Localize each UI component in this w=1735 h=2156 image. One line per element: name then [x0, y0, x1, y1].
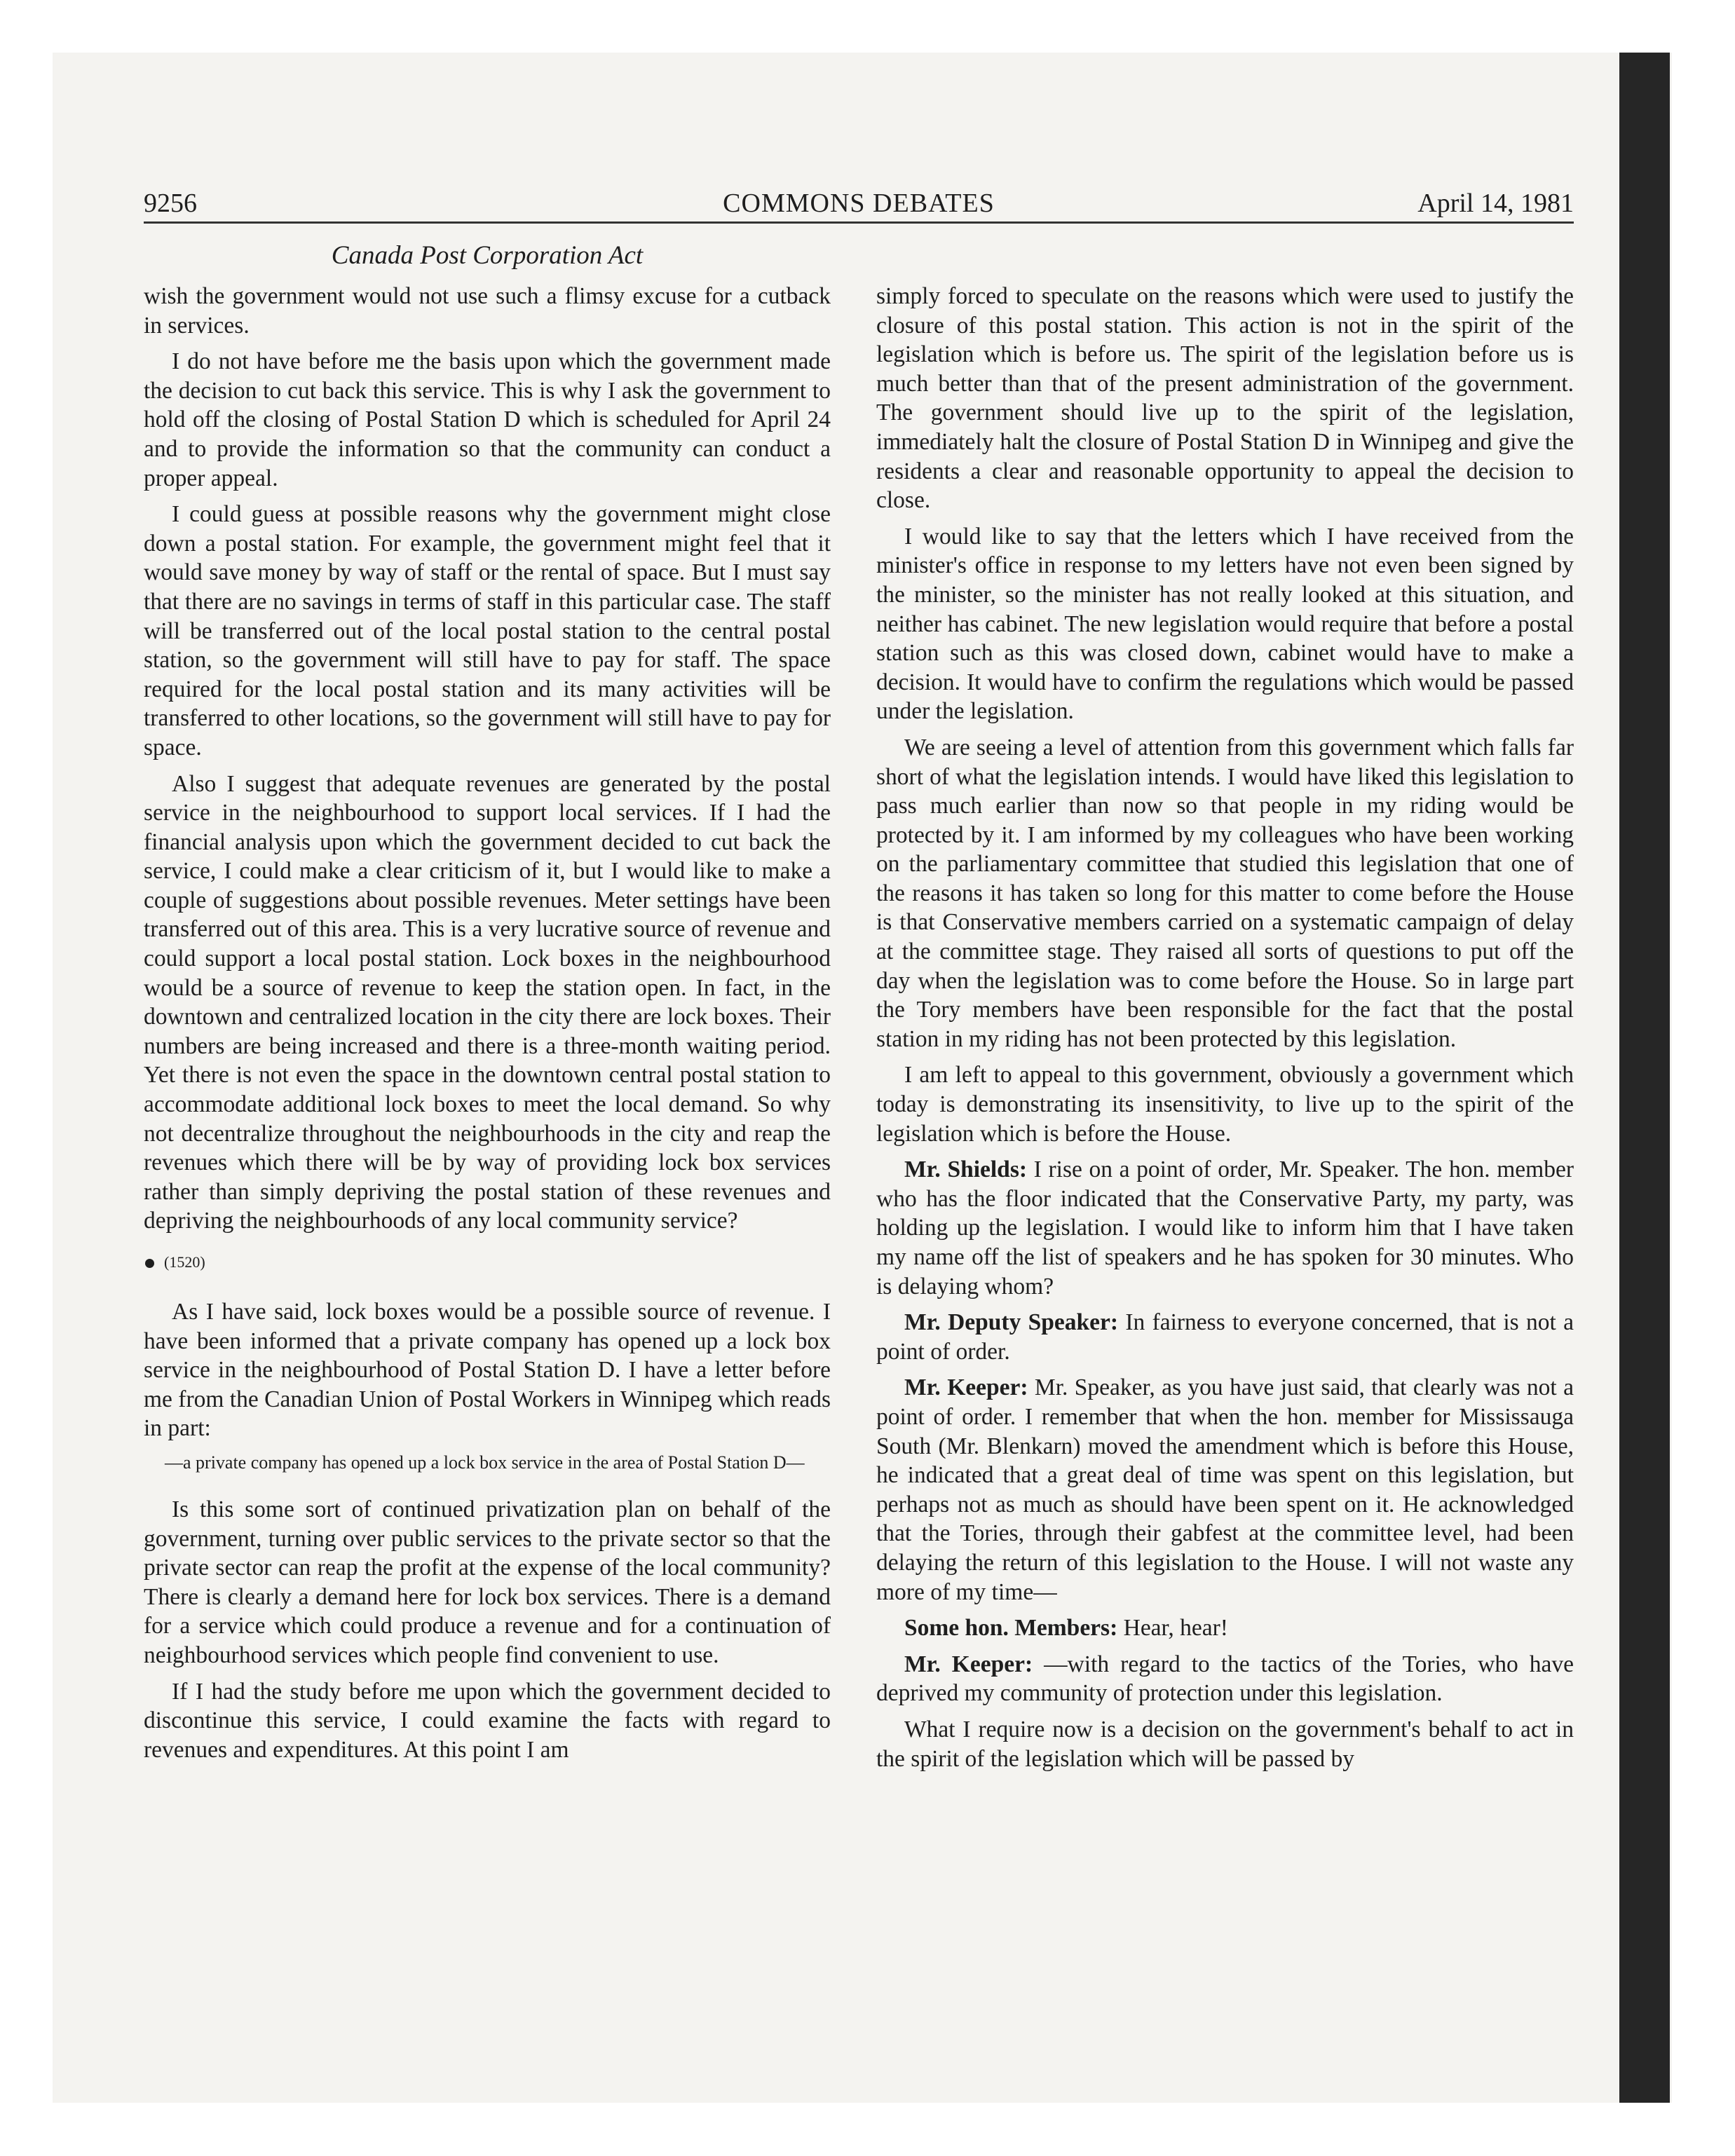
speech-shields [876, 1155, 1574, 1301]
publication-title: COMMONS DEBATES [723, 189, 995, 218]
quoted-letter: —a private company has opened up a lock box service in the area of Postal Station D— [165, 1452, 805, 1473]
speech-deputy-speaker [876, 1308, 1574, 1366]
paragraph: We are seeing a level of attention from this government which falls far short of what the legislation intends. I would have liked this legislation to pass much earlier than now so that people in my riding would be protected by it. I am informed by my colleagues who have been working on the parliamentary committee that studied this legislation that one of the reasons it has taken so long for this matter to come before the House is that Conservative members carried on a systematic campaign of delay at the committee stage. They raised all sorts of questions to put off the day when the legislation was to come before the House. So in large part the Tory members have been responsible for the fact that the postal station in my riding has not been protected by this legislation. [876, 734, 1574, 1052]
paragraph: As I have said, lock boxes would be a possible source of revenue. I have been informed that a private company has opened up a lock box service in the neighbourhood of Postal Station D. I have a letter before me from the Canadian Union of Postal Workers in Winnipeg which reads in part: [144, 1299, 831, 1442]
paragraph: Also I suggest that adequate revenues are generated by the postal service in the neighbourhood to support local services. If I had the financial analysis upon which the government decided to cut back the service, I could make a clear criticism of it, but I would like to make a couple of suggestions about possible revenues. Meter settings have been transferred out of this area. This is a very lucrative source of revenue and could support a local postal station. Lock boxes in the neighbourhood would be a source of revenue to keep the station open. In fact, in the downtown and centralized location in the city there are lock boxes. Their numbers are being increased and there is a three-month waiting period. Yet there is not even the space in the downtown central postal station to accommodate additional lock boxes to meet the local demand. So why not decentralize throughout the neighbourhoods in the city and reap the revenues which there will be by way of providing lock box services rather than simply depriving the postal station of these revenues and depriving the neighbourhoods of any local community service? [144, 770, 831, 1234]
page-number: 9256 [144, 189, 197, 218]
publication-date: April 14, 1981 [1417, 189, 1574, 218]
paragraph: If I had the study before me upon which the government decided to discontinue this service, I could examine the facts with regard to revenues and expenditures. At this point I am [144, 1678, 831, 1763]
speech-text: —with regard to the tactics of the Tories, who have deprived my community of protection under this legislation. [876, 1651, 1574, 1707]
speech-keeper [876, 1373, 1574, 1606]
speaker-name: Mr. Keeper: [904, 1374, 1028, 1401]
speaker-name: Some hon. Members: [904, 1615, 1118, 1642]
speech-keeper [876, 1650, 1574, 1708]
left-column [144, 282, 831, 1771]
paragraph: simply forced to speculate on the reasons which were used to justify the closure of this postal station. This action is not in the spirit of the legislation which is before us. The spirit of the legislation before us is much better than that of the present administration of the government. The government should live up to the spirit of the legislation, immediately halt the closure of Postal Station D in Winnipeg and give the residents a clear and reasonable opportunity to appeal the decision to close. [876, 283, 1574, 514]
paragraph: wish the government would not use such a flimsy excuse for a cutback in services. [144, 283, 831, 339]
scan-edge-bar [1619, 53, 1670, 2103]
time-marker [144, 1248, 831, 1276]
paragraph: Is this some sort of continued privatization plan on behalf of the government, turning over public services to the private sector so that the private sector can reap the profit at the expense of the local community? There is clearly a demand here for lock box services. There is a demand for a service which could produce a revenue and for a continuation of neighbourhood services which people find convenient to use. [144, 1496, 831, 1668]
speech-text: Hear, hear! [1117, 1615, 1228, 1642]
right-column [876, 282, 1574, 1780]
page-header [144, 186, 1574, 221]
paragraph: I would like to say that the letters which I have received from the minister's office in response to my letters have not even been signed by the minister, so the minister has not really looked at this situation, and neither has cabinet. The new legislation would require that before a postal station such as this was closed down, cabinet would have to make a decision. It would have to confirm the regulations which would be passed under the legislation. [876, 523, 1574, 725]
speech-text: In fairness to everyone concerned, that is not a point of order. [876, 1309, 1574, 1365]
section-subtitle: Canada Post Corporation Act [331, 241, 644, 270]
time-marker-text: (1520) [164, 1253, 205, 1271]
paragraph: I am left to appeal to this government, obviously a government which today is demonstrating its insensitivity, to live up to the spirit of the legislation which is before the House. [876, 1062, 1574, 1147]
paragraph: What I require now is a decision on the government's behalf to act in the spirit of the legislation which will be passed by [876, 1716, 1574, 1772]
speaker-name: Mr. Shields: [904, 1157, 1028, 1183]
header-rule [144, 221, 1574, 224]
speech-text: I rise on a point of order, Mr. Speaker. The hon. member who has the floor indicated that the Conservative Party, my party, was holding up the legislation. I would like to inform him that I have taken my name off the list of speakers and he has spoken for 30 minutes. Who is delaying whom? [876, 1157, 1574, 1299]
paragraph: I could guess at possible reasons why the government might close down a postal station. For example, the government might feel that it would save money by way of staff or the rental of space. But I must say that there are no savings in terms of staff in this particular case. The staff will be transferred out of the local postal station to the central postal station, so the government will still have to pay for staff. The space required for the local postal station and its many activities will be transferred to other locations, so the government will still have to pay for space. [144, 501, 831, 760]
paragraph: I do not have before me the basis upon which the government made the decision to cut back this service. This is why I ask the government to hold off the closing of Postal Station D which is scheduled for April 24 and to provide the information so that the community can conduct a proper appeal. [144, 348, 831, 491]
bullet-icon [145, 1259, 154, 1268]
speech-text: Mr. Speaker, as you have just said, that clearly was not a point of order. I remember that when the hon. member for Mississauga South (Mr. Blenkarn) moved the amendment which is before this House, he indicated that a great deal of time was spent on this legislation, but perhaps not as much as should have been spent on it. He acknowledged that the Tories, through their gabfest at the committee level, had been delaying the return of this legislation to the House. I will not waste any more of my time— [876, 1374, 1574, 1605]
speaker-name: Mr. Deputy Speaker: [904, 1309, 1119, 1336]
speech-members [876, 1613, 1574, 1643]
speaker-name: Mr. Keeper: [904, 1651, 1033, 1677]
